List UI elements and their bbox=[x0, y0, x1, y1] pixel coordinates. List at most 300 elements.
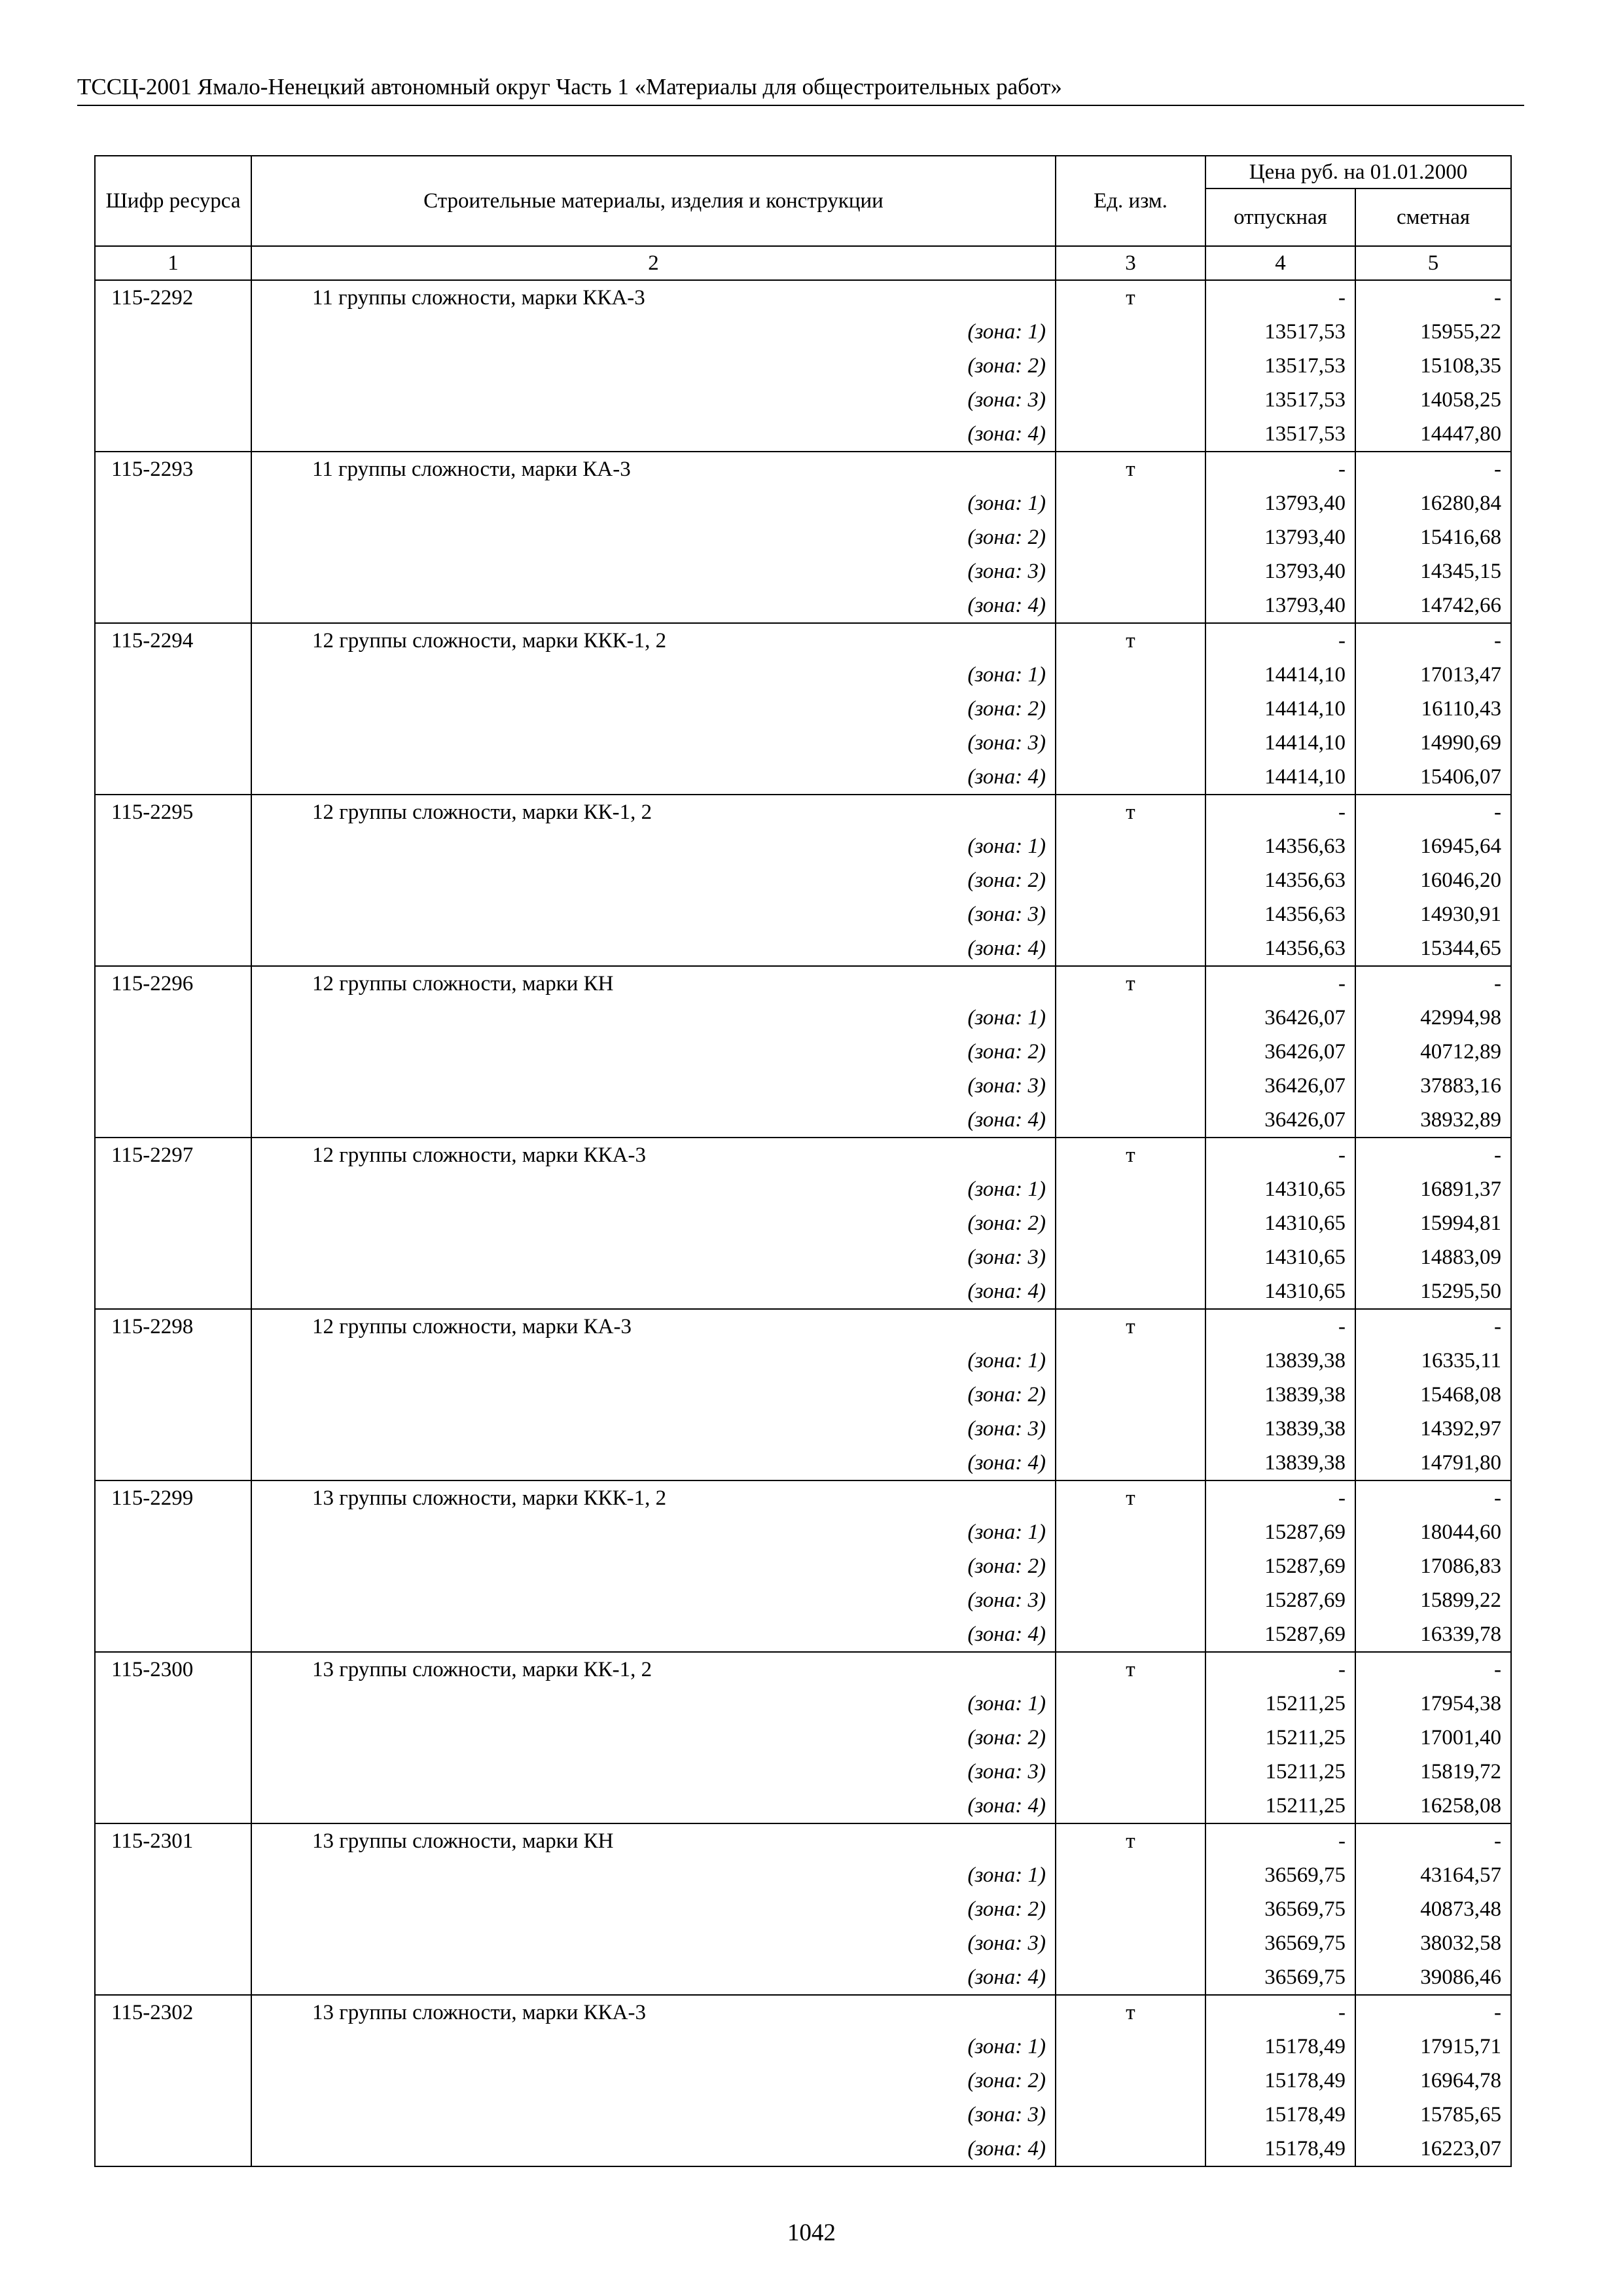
code-empty bbox=[95, 1001, 251, 1035]
release-price: 36569,75 bbox=[1205, 1960, 1355, 1995]
release-price: 13839,38 bbox=[1205, 1344, 1355, 1378]
zone-row bbox=[95, 1206, 1511, 1240]
estimate-price: 17086,83 bbox=[1355, 1549, 1511, 1583]
header-release-price: отпускная bbox=[1205, 188, 1355, 246]
zone-row bbox=[95, 897, 1511, 931]
release-price: 15178,49 bbox=[1205, 2030, 1355, 2064]
release-price: - bbox=[1205, 1138, 1355, 1172]
zone-label: (зона: 2) bbox=[251, 1892, 1056, 1926]
unit-empty bbox=[1056, 1789, 1205, 1823]
resource-name: 13 группы сложности, марки КК-1, 2 bbox=[251, 1652, 1056, 1687]
price-table bbox=[94, 155, 1512, 2167]
code-empty bbox=[95, 2098, 251, 2132]
resource-group bbox=[95, 966, 1511, 1138]
zone-label: (зона: 2) bbox=[251, 1721, 1056, 1755]
header-price-group: Цена руб. на 01.01.2000 bbox=[1205, 156, 1511, 188]
code-empty bbox=[95, 1755, 251, 1789]
resource-code: 115-2302 bbox=[95, 1995, 251, 2030]
zone-row bbox=[95, 863, 1511, 897]
release-price: - bbox=[1205, 1652, 1355, 1687]
resource-name: 11 группы сложности, марки КА-3 bbox=[251, 452, 1056, 486]
resource-code: 115-2293 bbox=[95, 452, 251, 486]
release-price: 14356,63 bbox=[1205, 863, 1355, 897]
estimate-price: 16223,07 bbox=[1355, 2132, 1511, 2166]
zone-row bbox=[95, 1344, 1511, 1378]
zone-label: (зона: 1) bbox=[251, 1172, 1056, 1206]
zone-label: (зона: 3) bbox=[251, 1583, 1056, 1617]
zone-label: (зона: 1) bbox=[251, 829, 1056, 863]
zone-row bbox=[95, 829, 1511, 863]
release-price: 15178,49 bbox=[1205, 2132, 1355, 2166]
resource-row bbox=[95, 1823, 1511, 1858]
unit-empty bbox=[1056, 1960, 1205, 1995]
code-empty bbox=[95, 1446, 251, 1480]
release-price: 36426,07 bbox=[1205, 1069, 1355, 1103]
unit-empty bbox=[1056, 1001, 1205, 1035]
column-number: 5 bbox=[1355, 246, 1511, 280]
unit-empty bbox=[1056, 863, 1205, 897]
estimate-price: 14930,91 bbox=[1355, 897, 1511, 931]
zone-row bbox=[95, 931, 1511, 966]
zone-label: (зона: 3) bbox=[251, 383, 1056, 417]
zone-label: (зона: 2) bbox=[251, 520, 1056, 554]
resource-group bbox=[95, 1995, 1511, 2166]
unit-cell: т bbox=[1056, 966, 1205, 1001]
zone-row bbox=[95, 349, 1511, 383]
zone-label: (зона: 1) bbox=[251, 658, 1056, 692]
header-code: Шифр ресурса bbox=[95, 156, 251, 246]
release-price: 13839,38 bbox=[1205, 1378, 1355, 1412]
zone-row bbox=[95, 2098, 1511, 2132]
unit-empty bbox=[1056, 2098, 1205, 2132]
zone-label: (зона: 1) bbox=[251, 1687, 1056, 1721]
resource-code: 115-2297 bbox=[95, 1138, 251, 1172]
code-empty bbox=[95, 1206, 251, 1240]
estimate-price: 37883,16 bbox=[1355, 1069, 1511, 1103]
estimate-price: 15785,65 bbox=[1355, 2098, 1511, 2132]
resource-code: 115-2292 bbox=[95, 280, 251, 315]
resource-code: 115-2300 bbox=[95, 1652, 251, 1687]
zone-row bbox=[95, 1755, 1511, 1789]
estimate-price: 14447,80 bbox=[1355, 417, 1511, 452]
release-price: 13793,40 bbox=[1205, 554, 1355, 588]
estimate-price: 16964,78 bbox=[1355, 2064, 1511, 2098]
unit-empty bbox=[1056, 1446, 1205, 1480]
resource-code: 115-2295 bbox=[95, 795, 251, 829]
unit-empty bbox=[1056, 1721, 1205, 1755]
resource-row bbox=[95, 1480, 1511, 1515]
release-price: - bbox=[1205, 1823, 1355, 1858]
unit-empty bbox=[1056, 1274, 1205, 1309]
zone-label: (зона: 2) bbox=[251, 692, 1056, 726]
resource-code: 115-2294 bbox=[95, 623, 251, 658]
resource-name: 12 группы сложности, марки КН bbox=[251, 966, 1056, 1001]
unit-empty bbox=[1056, 315, 1205, 349]
zone-label: (зона: 3) bbox=[251, 726, 1056, 760]
unit-empty bbox=[1056, 383, 1205, 417]
code-empty bbox=[95, 1378, 251, 1412]
estimate-price: 17001,40 bbox=[1355, 1721, 1511, 1755]
release-price: 14414,10 bbox=[1205, 760, 1355, 795]
estimate-price: 16046,20 bbox=[1355, 863, 1511, 897]
estimate-price: 14883,09 bbox=[1355, 1240, 1511, 1274]
code-empty bbox=[95, 863, 251, 897]
estimate-price: - bbox=[1355, 1138, 1511, 1172]
header-estimate-price: сметная bbox=[1355, 188, 1511, 246]
unit-empty bbox=[1056, 1926, 1205, 1960]
release-price: - bbox=[1205, 966, 1355, 1001]
unit-cell: т bbox=[1056, 1309, 1205, 1344]
release-price: 15287,69 bbox=[1205, 1617, 1355, 1652]
header-name: Строительные материалы, изделия и конструкции bbox=[251, 156, 1056, 246]
zone-row bbox=[95, 1789, 1511, 1823]
zone-label: (зона: 3) bbox=[251, 897, 1056, 931]
estimate-price: 40873,48 bbox=[1355, 1892, 1511, 1926]
estimate-price: 14345,15 bbox=[1355, 554, 1511, 588]
code-empty bbox=[95, 1858, 251, 1892]
resource-code: 115-2299 bbox=[95, 1480, 251, 1515]
unit-empty bbox=[1056, 1549, 1205, 1583]
code-empty bbox=[95, 349, 251, 383]
zone-row bbox=[95, 1378, 1511, 1412]
code-empty bbox=[95, 520, 251, 554]
zone-label: (зона: 2) bbox=[251, 2064, 1056, 2098]
zone-label: (зона: 4) bbox=[251, 760, 1056, 795]
zone-row bbox=[95, 1172, 1511, 1206]
zone-row bbox=[95, 2132, 1511, 2166]
estimate-price: 14791,80 bbox=[1355, 1446, 1511, 1480]
release-price: - bbox=[1205, 452, 1355, 486]
estimate-price: 15406,07 bbox=[1355, 760, 1511, 795]
zone-label: (зона: 3) bbox=[251, 1412, 1056, 1446]
resource-code: 115-2301 bbox=[95, 1823, 251, 1858]
unit-empty bbox=[1056, 2030, 1205, 2064]
release-price: 13517,53 bbox=[1205, 383, 1355, 417]
resource-group bbox=[95, 1480, 1511, 1652]
zone-label: (зона: 2) bbox=[251, 349, 1056, 383]
resource-name: 12 группы сложности, марки КК-1, 2 bbox=[251, 795, 1056, 829]
estimate-price: - bbox=[1355, 280, 1511, 315]
unit-empty bbox=[1056, 1035, 1205, 1069]
resource-name: 11 группы сложности, марки ККА-3 bbox=[251, 280, 1056, 315]
unit-empty bbox=[1056, 1755, 1205, 1789]
estimate-price: 17013,47 bbox=[1355, 658, 1511, 692]
unit-empty bbox=[1056, 486, 1205, 520]
estimate-price: 14990,69 bbox=[1355, 726, 1511, 760]
code-empty bbox=[95, 1583, 251, 1617]
release-price: 13793,40 bbox=[1205, 486, 1355, 520]
zone-label: (зона: 4) bbox=[251, 1789, 1056, 1823]
release-price: 13793,40 bbox=[1205, 588, 1355, 623]
code-empty bbox=[95, 1035, 251, 1069]
resource-group bbox=[95, 1823, 1511, 1995]
zone-row bbox=[95, 1960, 1511, 1995]
unit-empty bbox=[1056, 417, 1205, 452]
column-numbers-row bbox=[95, 246, 1511, 280]
code-empty bbox=[95, 1549, 251, 1583]
release-price: - bbox=[1205, 795, 1355, 829]
zone-row bbox=[95, 554, 1511, 588]
zone-label: (зона: 2) bbox=[251, 1378, 1056, 1412]
zone-label: (зона: 3) bbox=[251, 1069, 1056, 1103]
zone-label: (зона: 3) bbox=[251, 1755, 1056, 1789]
release-price: 15287,69 bbox=[1205, 1583, 1355, 1617]
unit-cell: т bbox=[1056, 1995, 1205, 2030]
unit-cell: т bbox=[1056, 1138, 1205, 1172]
zone-label: (зона: 4) bbox=[251, 1446, 1056, 1480]
unit-empty bbox=[1056, 829, 1205, 863]
release-price: 15287,69 bbox=[1205, 1515, 1355, 1549]
unit-cell: т bbox=[1056, 1823, 1205, 1858]
estimate-price: 15108,35 bbox=[1355, 349, 1511, 383]
unit-empty bbox=[1056, 349, 1205, 383]
code-empty bbox=[95, 554, 251, 588]
unit-empty bbox=[1056, 1378, 1205, 1412]
release-price: 13517,53 bbox=[1205, 315, 1355, 349]
code-empty bbox=[95, 1892, 251, 1926]
zone-label: (зона: 1) bbox=[251, 2030, 1056, 2064]
resource-group bbox=[95, 1138, 1511, 1309]
release-price: - bbox=[1205, 623, 1355, 658]
release-price: 13839,38 bbox=[1205, 1412, 1355, 1446]
unit-empty bbox=[1056, 1069, 1205, 1103]
release-price: 36569,75 bbox=[1205, 1926, 1355, 1960]
resource-row bbox=[95, 1138, 1511, 1172]
release-price: 15287,69 bbox=[1205, 1549, 1355, 1583]
unit-empty bbox=[1056, 692, 1205, 726]
estimate-price: 16339,78 bbox=[1355, 1617, 1511, 1652]
zone-row bbox=[95, 1069, 1511, 1103]
zone-label: (зона: 3) bbox=[251, 554, 1056, 588]
code-empty bbox=[95, 2064, 251, 2098]
estimate-price: 15994,81 bbox=[1355, 1206, 1511, 1240]
zone-row bbox=[95, 1446, 1511, 1480]
resource-code: 115-2296 bbox=[95, 966, 251, 1001]
unit-empty bbox=[1056, 1687, 1205, 1721]
unit-empty bbox=[1056, 1892, 1205, 1926]
estimate-price: - bbox=[1355, 452, 1511, 486]
estimate-price: 14392,97 bbox=[1355, 1412, 1511, 1446]
estimate-price: 15899,22 bbox=[1355, 1583, 1511, 1617]
zone-label: (зона: 3) bbox=[251, 2098, 1056, 2132]
zone-row bbox=[95, 486, 1511, 520]
unit-empty bbox=[1056, 554, 1205, 588]
code-empty bbox=[95, 1721, 251, 1755]
zone-row bbox=[95, 520, 1511, 554]
header-unit: Ед. изм. bbox=[1056, 156, 1205, 246]
estimate-price: 14742,66 bbox=[1355, 588, 1511, 623]
zone-label: (зона: 2) bbox=[251, 1206, 1056, 1240]
zone-label: (зона: 4) bbox=[251, 588, 1056, 623]
unit-empty bbox=[1056, 1515, 1205, 1549]
release-price: - bbox=[1205, 1309, 1355, 1344]
zone-label: (зона: 1) bbox=[251, 1001, 1056, 1035]
estimate-price: 15344,65 bbox=[1355, 931, 1511, 966]
release-price: 14356,63 bbox=[1205, 931, 1355, 966]
estimate-price: 40712,89 bbox=[1355, 1035, 1511, 1069]
release-price: 13517,53 bbox=[1205, 417, 1355, 452]
unit-empty bbox=[1056, 1412, 1205, 1446]
zone-row bbox=[95, 2030, 1511, 2064]
unit-cell: т bbox=[1056, 1480, 1205, 1515]
unit-empty bbox=[1056, 1617, 1205, 1652]
release-price: 13793,40 bbox=[1205, 520, 1355, 554]
code-empty bbox=[95, 588, 251, 623]
column-number: 2 bbox=[251, 246, 1056, 280]
zone-row bbox=[95, 1240, 1511, 1274]
code-empty bbox=[95, 417, 251, 452]
column-number: 4 bbox=[1205, 246, 1355, 280]
estimate-price: 18044,60 bbox=[1355, 1515, 1511, 1549]
release-price: 36426,07 bbox=[1205, 1103, 1355, 1138]
code-empty bbox=[95, 1412, 251, 1446]
unit-empty bbox=[1056, 760, 1205, 795]
code-empty bbox=[95, 829, 251, 863]
page-header: ТССЦ-2001 Ямало-Ненецкий автономный округ Часть 1 «Материалы для общестроительных работ» bbox=[77, 73, 1524, 106]
zone-row bbox=[95, 1274, 1511, 1309]
release-price: 13517,53 bbox=[1205, 349, 1355, 383]
code-empty bbox=[95, 383, 251, 417]
release-price: 14310,65 bbox=[1205, 1206, 1355, 1240]
resource-name: 13 группы сложности, марки ККА-3 bbox=[251, 1995, 1056, 2030]
unit-cell: т bbox=[1056, 795, 1205, 829]
release-price: 14310,65 bbox=[1205, 1240, 1355, 1274]
zone-row bbox=[95, 1926, 1511, 1960]
release-price: 15178,49 bbox=[1205, 2098, 1355, 2132]
unit-empty bbox=[1056, 1103, 1205, 1138]
estimate-price: 16335,11 bbox=[1355, 1344, 1511, 1378]
table-header bbox=[95, 156, 1511, 280]
release-price: 15178,49 bbox=[1205, 2064, 1355, 2098]
zone-label: (зона: 1) bbox=[251, 1858, 1056, 1892]
estimate-price: 16258,08 bbox=[1355, 1789, 1511, 1823]
resource-row bbox=[95, 1995, 1511, 2030]
estimate-price: 39086,46 bbox=[1355, 1960, 1511, 1995]
estimate-price: 15295,50 bbox=[1355, 1274, 1511, 1309]
estimate-price: 42994,98 bbox=[1355, 1001, 1511, 1035]
unit-empty bbox=[1056, 1206, 1205, 1240]
estimate-price: 15955,22 bbox=[1355, 315, 1511, 349]
zone-row bbox=[95, 1035, 1511, 1069]
code-empty bbox=[95, 1344, 251, 1378]
code-empty bbox=[95, 1103, 251, 1138]
zone-row bbox=[95, 588, 1511, 623]
zone-label: (зона: 4) bbox=[251, 931, 1056, 966]
code-empty bbox=[95, 760, 251, 795]
zone-label: (зона: 1) bbox=[251, 315, 1056, 349]
release-price: 36569,75 bbox=[1205, 1858, 1355, 1892]
code-empty bbox=[95, 2030, 251, 2064]
unit-cell: т bbox=[1056, 623, 1205, 658]
release-price: 14414,10 bbox=[1205, 692, 1355, 726]
estimate-price: - bbox=[1355, 1480, 1511, 1515]
release-price: - bbox=[1205, 280, 1355, 315]
zone-label: (зона: 4) bbox=[251, 1960, 1056, 1995]
release-price: 13839,38 bbox=[1205, 1446, 1355, 1480]
resource-row bbox=[95, 280, 1511, 315]
zone-row bbox=[95, 658, 1511, 692]
release-price: 15211,25 bbox=[1205, 1789, 1355, 1823]
estimate-price: 38932,89 bbox=[1355, 1103, 1511, 1138]
page-number: 1042 bbox=[787, 2219, 836, 2246]
code-empty bbox=[95, 1069, 251, 1103]
release-price: 14414,10 bbox=[1205, 726, 1355, 760]
zone-row bbox=[95, 760, 1511, 795]
estimate-price: - bbox=[1355, 1823, 1511, 1858]
zone-row bbox=[95, 1001, 1511, 1035]
resource-group bbox=[95, 795, 1511, 966]
zone-row bbox=[95, 1892, 1511, 1926]
zone-label: (зона: 1) bbox=[251, 486, 1056, 520]
zone-row bbox=[95, 383, 1511, 417]
resource-name: 13 группы сложности, марки ККК-1, 2 bbox=[251, 1480, 1056, 1515]
resource-name: 12 группы сложности, марки ККА-3 bbox=[251, 1138, 1056, 1172]
release-price: 14414,10 bbox=[1205, 658, 1355, 692]
estimate-price: 15468,08 bbox=[1355, 1378, 1511, 1412]
code-empty bbox=[95, 692, 251, 726]
zone-label: (зона: 2) bbox=[251, 1035, 1056, 1069]
resource-name: 12 группы сложности, марки ККК-1, 2 bbox=[251, 623, 1056, 658]
code-empty bbox=[95, 931, 251, 966]
release-price: 36426,07 bbox=[1205, 1035, 1355, 1069]
zone-row bbox=[95, 1858, 1511, 1892]
code-empty bbox=[95, 486, 251, 520]
zone-label: (зона: 4) bbox=[251, 1103, 1056, 1138]
unit-empty bbox=[1056, 658, 1205, 692]
release-price: 36569,75 bbox=[1205, 1892, 1355, 1926]
resource-group bbox=[95, 452, 1511, 623]
code-empty bbox=[95, 1687, 251, 1721]
unit-cell: т bbox=[1056, 452, 1205, 486]
zone-row bbox=[95, 1549, 1511, 1583]
zone-label: (зона: 3) bbox=[251, 1240, 1056, 1274]
release-price: 15211,25 bbox=[1205, 1755, 1355, 1789]
release-price: 14310,65 bbox=[1205, 1274, 1355, 1309]
zone-label: (зона: 4) bbox=[251, 1274, 1056, 1309]
code-empty bbox=[95, 1515, 251, 1549]
zone-label: (зона: 4) bbox=[251, 1617, 1056, 1652]
release-price: 36426,07 bbox=[1205, 1001, 1355, 1035]
zone-label: (зона: 2) bbox=[251, 1549, 1056, 1583]
estimate-price: 14058,25 bbox=[1355, 383, 1511, 417]
release-price: 14310,65 bbox=[1205, 1172, 1355, 1206]
resource-row bbox=[95, 966, 1511, 1001]
resource-row bbox=[95, 1652, 1511, 1687]
resource-group bbox=[95, 623, 1511, 795]
resource-group bbox=[95, 280, 1511, 452]
estimate-price: 17915,71 bbox=[1355, 2030, 1511, 2064]
code-empty bbox=[95, 1172, 251, 1206]
zone-label: (зона: 4) bbox=[251, 417, 1056, 452]
resource-row bbox=[95, 452, 1511, 486]
unit-empty bbox=[1056, 1858, 1205, 1892]
estimate-price: 38032,58 bbox=[1355, 1926, 1511, 1960]
resource-row bbox=[95, 795, 1511, 829]
zone-row bbox=[95, 1617, 1511, 1652]
zone-label: (зона: 4) bbox=[251, 2132, 1056, 2166]
estimate-price: 16110,43 bbox=[1355, 692, 1511, 726]
zone-label: (зона: 1) bbox=[251, 1344, 1056, 1378]
zone-label: (зона: 2) bbox=[251, 863, 1056, 897]
zone-row bbox=[95, 1687, 1511, 1721]
resource-group bbox=[95, 1309, 1511, 1480]
release-price: 14356,63 bbox=[1205, 829, 1355, 863]
release-price: - bbox=[1205, 1995, 1355, 2030]
release-price: 15211,25 bbox=[1205, 1687, 1355, 1721]
zone-row bbox=[95, 1515, 1511, 1549]
code-empty bbox=[95, 1617, 251, 1652]
zone-row bbox=[95, 726, 1511, 760]
